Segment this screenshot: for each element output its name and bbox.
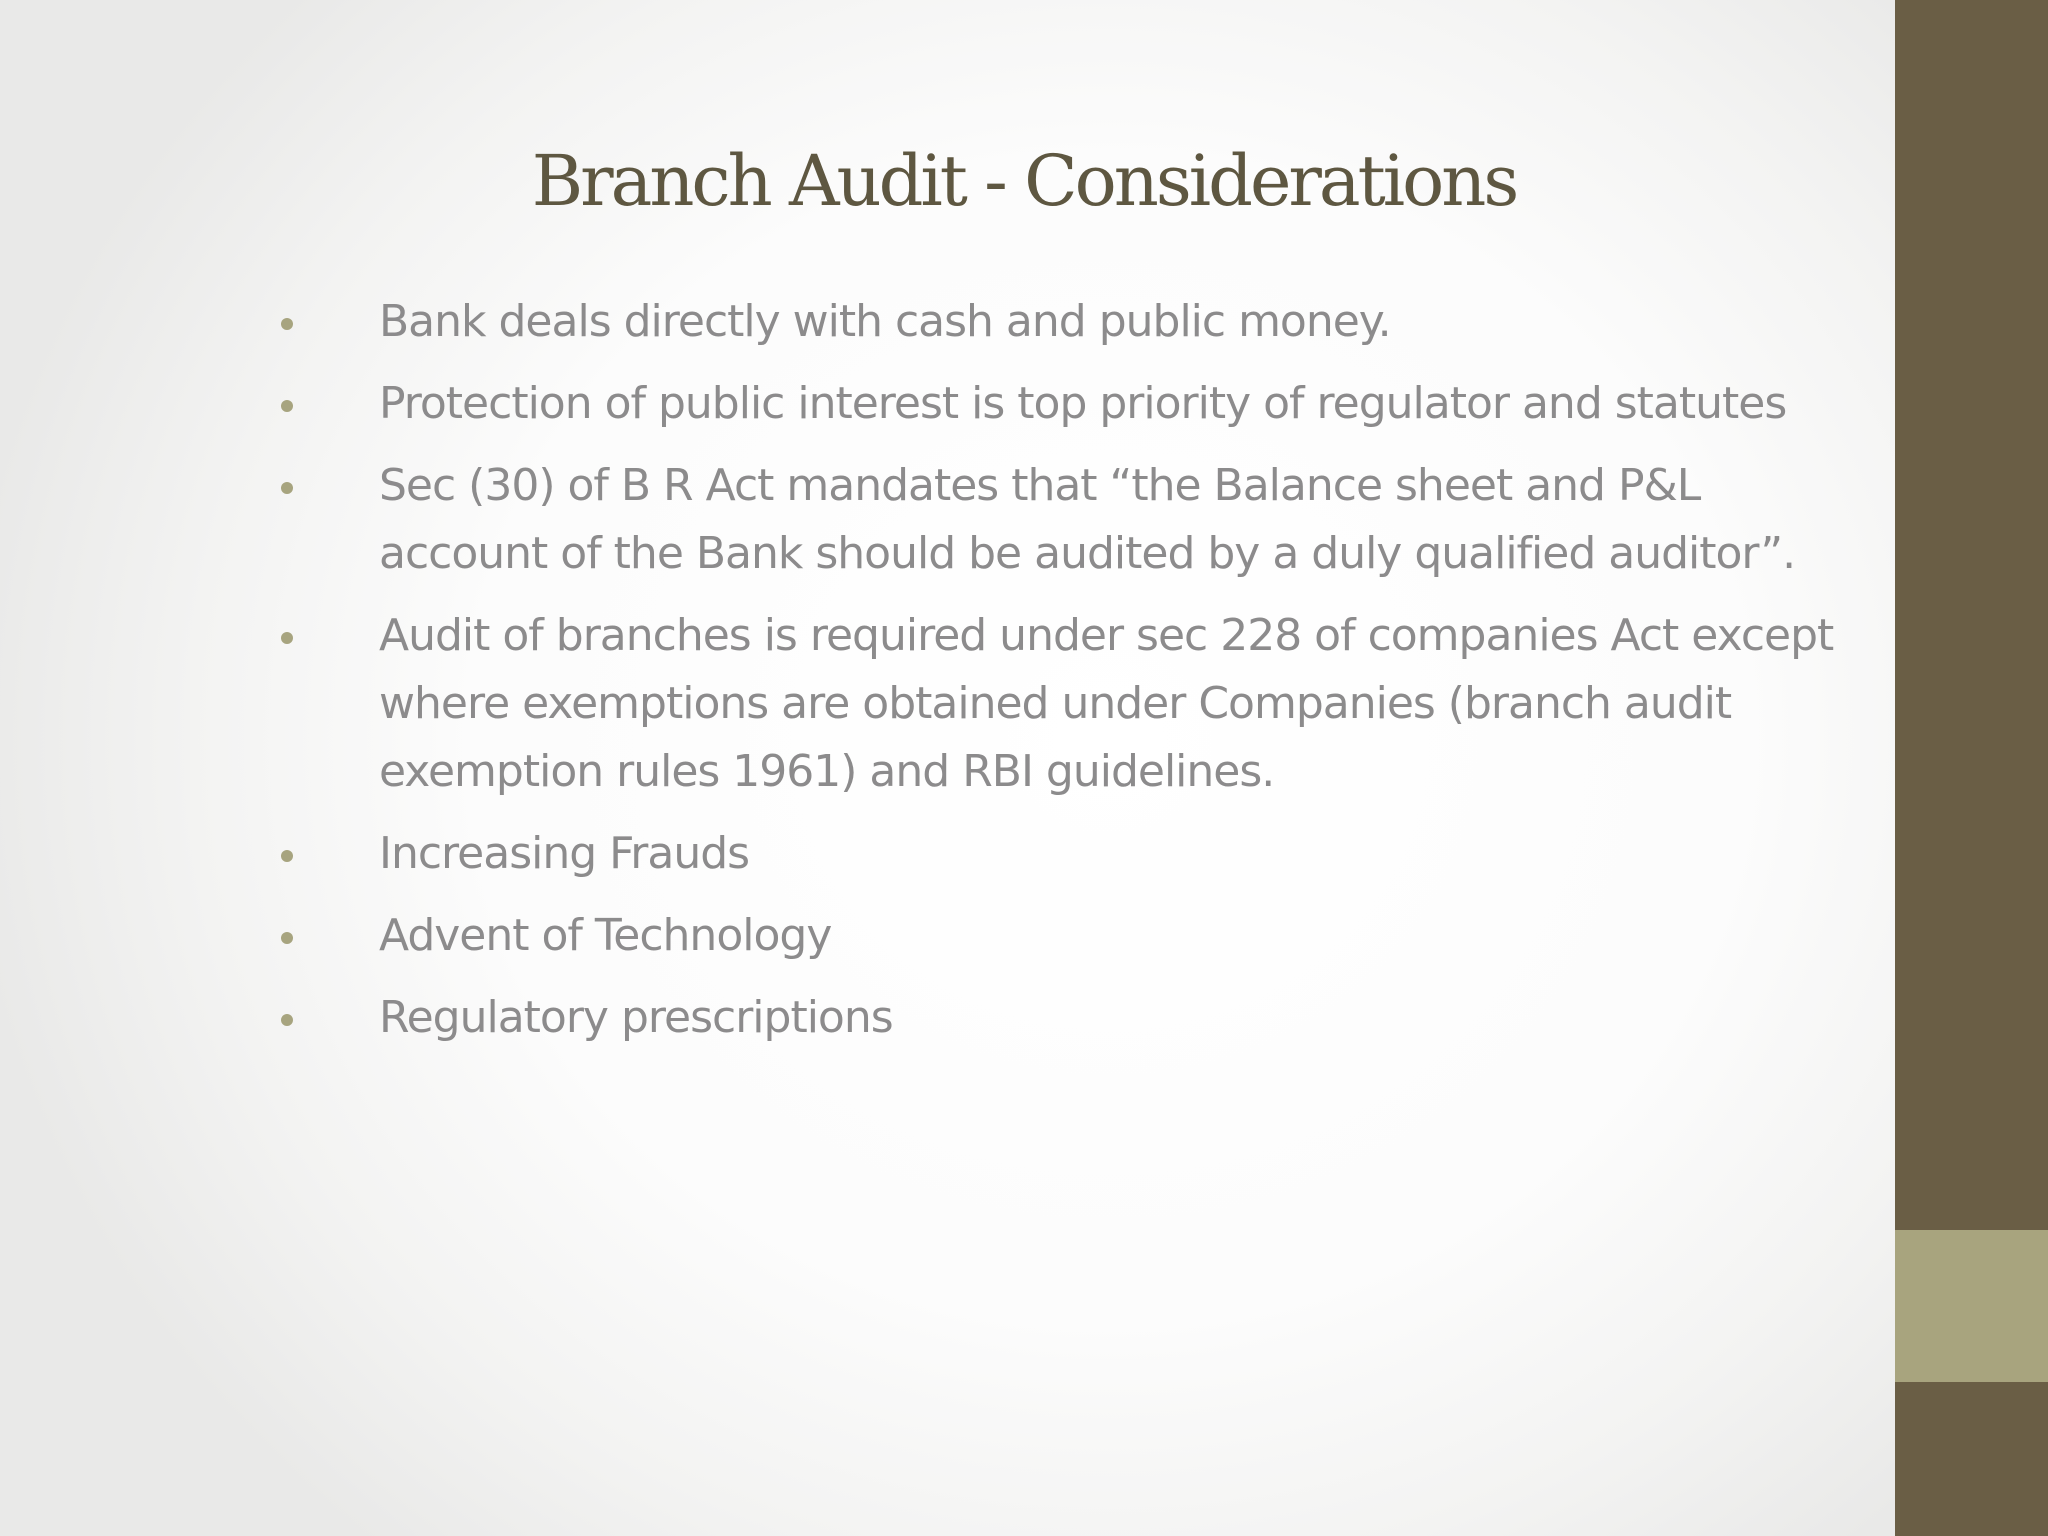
bullet-text: Protection of public interest is top priority of regulator and statutes <box>379 378 1787 429</box>
bullet-list <box>276 288 1836 1066</box>
bullet-item <box>276 820 1836 888</box>
bullet-dot-icon <box>281 1014 293 1026</box>
bullet-dot-icon <box>281 482 293 494</box>
side-decor-accent <box>1895 1230 2048 1382</box>
bullet-item <box>276 984 1836 1052</box>
bullet-dot-icon <box>281 400 293 412</box>
bullet-text: Sec (30) of B R Act mandates that “the Balance sheet and P&L account of the Bank should be audited by a duly qualified auditor”. <box>379 460 1796 579</box>
bullet-text: Advent of Technology <box>379 910 832 961</box>
bullet-dot-icon <box>281 850 293 862</box>
bullet-item <box>276 288 1836 356</box>
bullet-text: Regulatory prescriptions <box>379 992 893 1043</box>
bullet-dot-icon <box>281 632 293 644</box>
bullet-item <box>276 452 1836 588</box>
bullet-item <box>276 602 1836 806</box>
bullet-text: Bank deals directly with cash and public money. <box>379 296 1391 347</box>
bullet-item <box>276 370 1836 438</box>
bullet-text: Audit of branches is required under sec 228 of companies Act except where exemptions are obtained under Companies (branch audit exemption rules 1961) and RBI guidelines. <box>379 610 1834 797</box>
bullet-text: Increasing Frauds <box>379 828 750 879</box>
bullet-item <box>276 902 1836 970</box>
slide-title: Branch Audit - Considerations <box>531 140 1517 222</box>
bullet-dot-icon <box>281 932 293 944</box>
bullet-dot-icon <box>281 318 293 330</box>
